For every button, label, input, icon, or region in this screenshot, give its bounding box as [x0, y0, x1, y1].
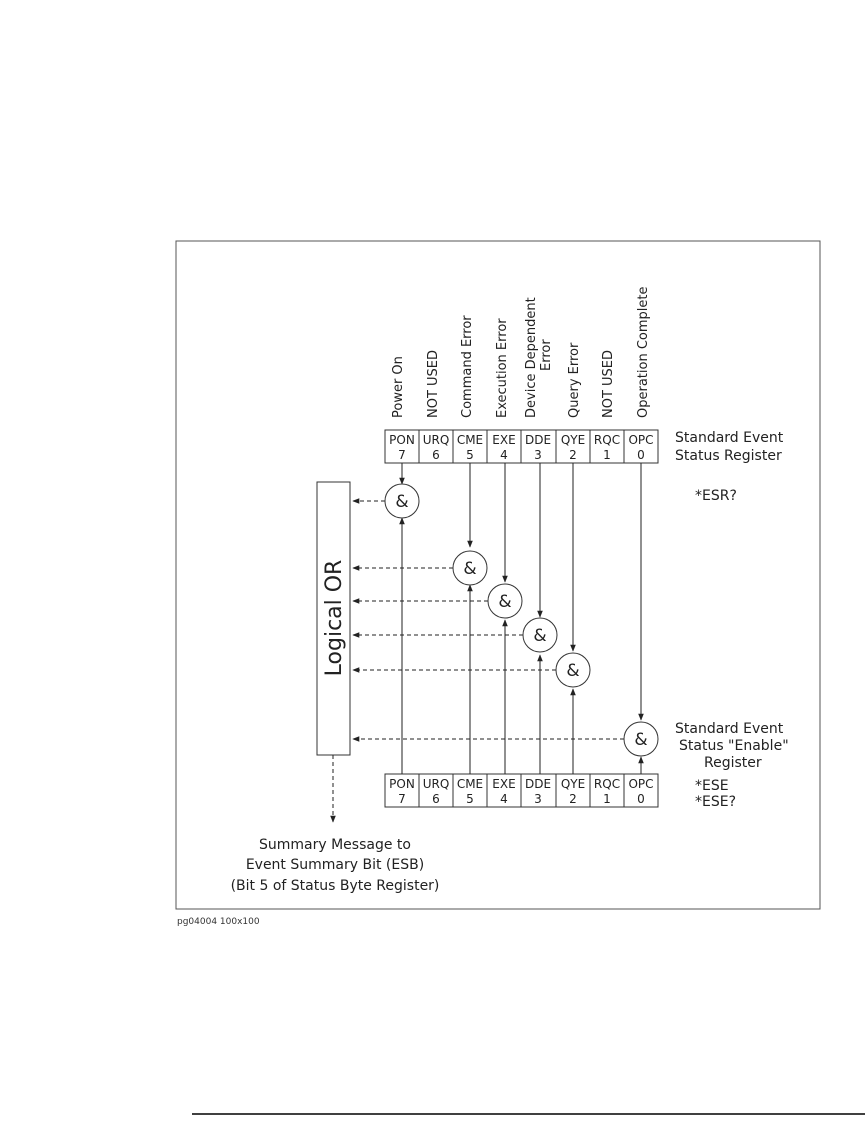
bottom-register-command: *ESE	[695, 778, 729, 794]
top-register-query: *ESR?	[695, 488, 737, 504]
svg-text:&: &	[463, 559, 477, 579]
and-gate-4	[488, 584, 522, 618]
summary-line2: Event Summary Bit (ESB)	[245, 857, 425, 873]
bit-label-4: Execution Error	[495, 318, 510, 418]
top-reg-bit-3: 3	[534, 448, 542, 462]
bit-label-5: Command Error	[460, 315, 475, 418]
bottom-reg-abbr-0: OPC	[628, 777, 654, 791]
top-reg-abbr-7: PON	[389, 433, 415, 447]
top-reg-abbr-0: OPC	[628, 433, 654, 447]
top-reg-abbr-5: CME	[456, 433, 484, 447]
bottom-reg-bit-6: 6	[432, 792, 440, 806]
top-reg-bit-1: 1	[603, 448, 611, 462]
bottom-register	[385, 774, 658, 807]
top-register-name-line2: Status Register	[675, 448, 782, 464]
and-gate-2	[556, 653, 590, 687]
logical-or-label: Logical OR	[322, 559, 347, 677]
bit-label-2: Query Error	[567, 342, 582, 418]
connections	[402, 463, 641, 774]
top-register-name-line1: Standard Event	[675, 430, 784, 446]
bit-label-6: NOT USED	[426, 349, 441, 418]
bit-label-1: NOT USED	[601, 349, 616, 418]
bottom-reg-abbr-7: PON	[389, 777, 415, 791]
top-reg-abbr-6: URQ	[422, 433, 450, 447]
summary-line3: (Bit 5 of Status Byte Register)	[230, 878, 440, 894]
bottom-reg-bit-2: 2	[569, 792, 577, 806]
bottom-reg-bit-4: 4	[500, 792, 508, 806]
and-gate-7	[385, 484, 419, 518]
top-register	[385, 430, 658, 463]
top-reg-abbr-4: EXE	[492, 433, 516, 447]
bottom-register-name-line3: Register	[704, 755, 762, 771]
bottom-reg-bit-7: 7	[398, 792, 406, 806]
bottom-reg-bit-0: 0	[637, 792, 645, 806]
top-reg-bit-7: 7	[398, 448, 406, 462]
bottom-reg-abbr-3: DDE	[524, 777, 552, 791]
and-gate-5	[453, 551, 487, 585]
bottom-reg-bit-5: 5	[466, 792, 474, 806]
and-gate-0	[624, 722, 658, 756]
top-reg-abbr-1: RQC	[593, 433, 621, 447]
top-reg-abbr-2: QYE	[560, 433, 586, 447]
and-gates	[385, 484, 658, 756]
top-reg-bit-4: 4	[500, 448, 508, 462]
bottom-register-name-line1: Standard Event	[675, 721, 784, 737]
svg-text:&: &	[498, 592, 512, 612]
bit-labels	[391, 287, 651, 418]
summary-line1: Summary Message to	[259, 837, 411, 853]
top-reg-bit-0: 0	[637, 448, 645, 462]
top-reg-bit-2: 2	[569, 448, 577, 462]
and-gate-3	[523, 618, 557, 652]
bottom-reg-bit-3: 3	[534, 792, 542, 806]
bit-label-7: Power On	[391, 356, 406, 418]
top-reg-bit-6: 6	[432, 448, 440, 462]
bit-label-3: Device Dependent	[524, 297, 539, 418]
top-reg-bit-5: 5	[466, 448, 474, 462]
top-reg-abbr-3: DDE	[524, 433, 552, 447]
bottom-register-name-line2: Status "Enable"	[679, 738, 789, 754]
bottom-reg-abbr-6: URQ	[422, 777, 450, 791]
svg-text:&: &	[533, 626, 547, 646]
svg-text:&: &	[634, 730, 648, 750]
bottom-reg-abbr-5: CME	[456, 777, 484, 791]
svg-text:&: &	[566, 661, 580, 681]
svg-text:&: &	[395, 492, 409, 512]
bit-label-0: Operation Complete	[636, 286, 651, 418]
figure-caption: pg04004 100x100	[177, 917, 260, 927]
bottom-reg-abbr-1: RQC	[593, 777, 621, 791]
bottom-reg-abbr-2: QYE	[560, 777, 586, 791]
bottom-reg-bit-1: 1	[603, 792, 611, 806]
bit-label-3-line2: Error	[539, 339, 554, 371]
bottom-register-query: *ESE?	[695, 794, 737, 810]
bottom-reg-abbr-4: EXE	[492, 777, 516, 791]
